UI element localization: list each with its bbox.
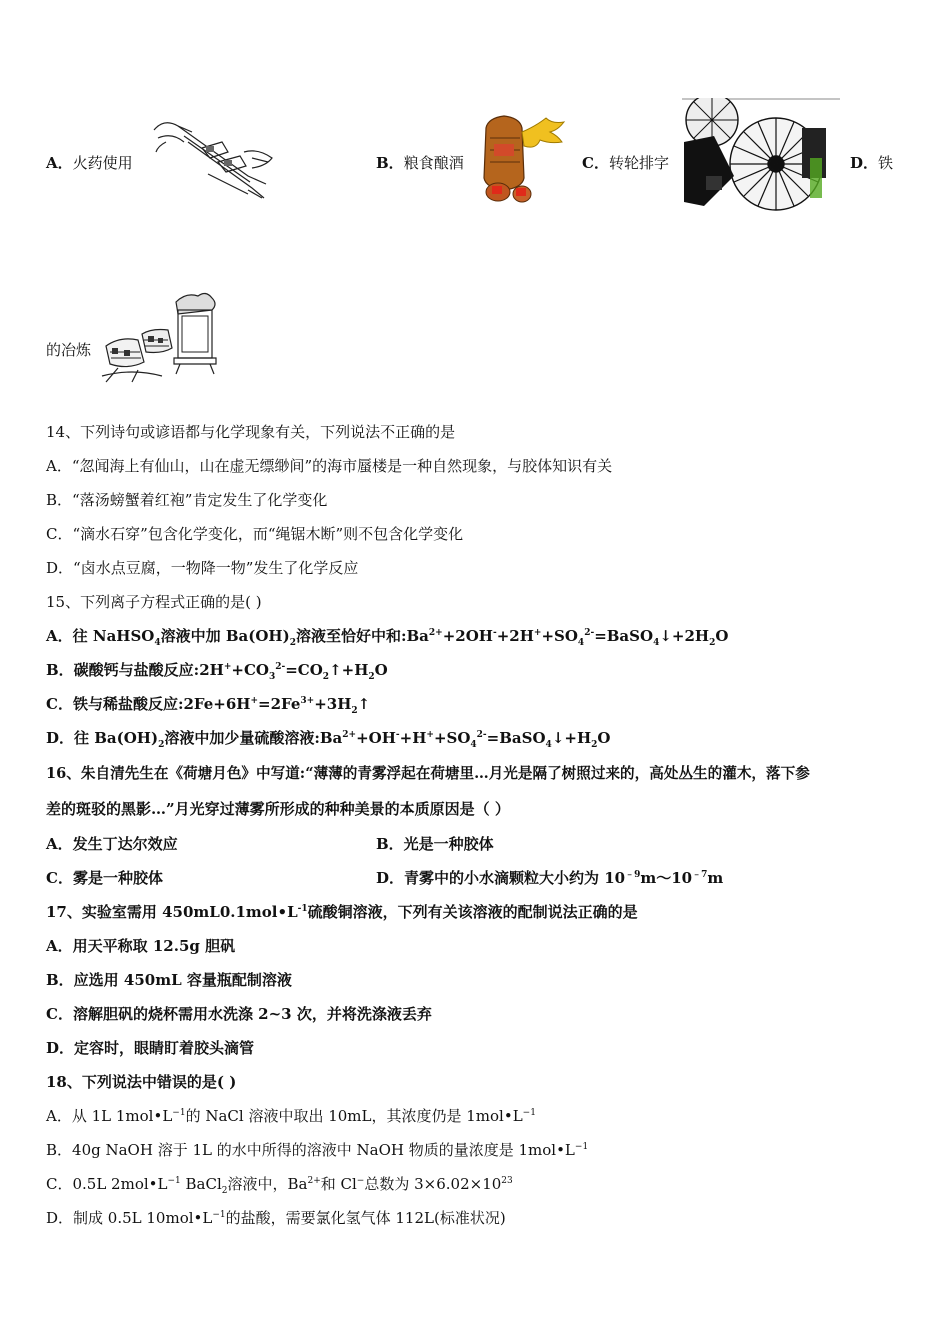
type-wheel-image — [682, 98, 840, 212]
q13-option-d-label: D． — [850, 154, 879, 172]
q18-option-c[interactable] — [46, 1174, 513, 1194]
q13-option-c[interactable] — [582, 152, 669, 173]
q14-option-d[interactable]: D．“卤水点豆腐，一物降一物”发生了化学反应 — [46, 559, 359, 577]
q18-option-b[interactable] — [46, 1140, 588, 1160]
q14-option-a[interactable]: A．“忽闻海上有仙山，山在虚无缥缈间”的海市蜃楼是一种自然现象，与胶体知识有关 — [46, 457, 613, 475]
q15-a-t7: =BaSO — [594, 627, 654, 645]
q18-b-t1: B．40g NaOH 溶于 1L 的水中所得的溶液中 NaOH 物质的量浓度是 1mol•L — [46, 1141, 575, 1159]
q13-option-a[interactable] — [46, 152, 133, 173]
q15-b-p1: + — [223, 662, 232, 672]
q15-a-t5: +2H — [496, 627, 534, 645]
q18-b-e1: −1 — [574, 1142, 589, 1152]
q15-d-s2: 4 — [470, 740, 477, 750]
q15-c-p2: 3+ — [300, 696, 315, 706]
q17-option-d[interactable]: D．定容时，眼睛盯着胶头滴管 — [46, 1039, 255, 1057]
q15-a-t6: +SO — [541, 627, 578, 645]
q15-b-s2: 2 — [322, 672, 330, 682]
q15-d-t2: 溶液中加少量硫酸溶液:Ba — [164, 729, 343, 747]
q15-a-t8: ↓+2H — [659, 627, 710, 645]
q13-option-d-text: 铁 — [878, 154, 894, 172]
q15-d-t3: +OH — [356, 729, 396, 747]
q15-d-t6: =BaSO — [486, 729, 546, 747]
q18-c-t5: 总数为 3×6.02×10 — [364, 1175, 502, 1193]
q18-c-e3: − — [356, 1176, 365, 1186]
q15-a-t4: +2OH — [442, 627, 493, 645]
q15-a-t1: A．往 NaHSO — [46, 627, 155, 645]
q17-stem-t2: 硫酸铜溶液，下列有关该溶液的配制说法正确的是 — [307, 903, 638, 921]
q15-c-t1: C．铁与稀盐酸反应:2Fe+6H — [46, 695, 251, 713]
q15-a-t9: O — [715, 627, 729, 645]
q18-c-e2: 2+ — [307, 1176, 321, 1186]
q16-stem-line1: 16、朱自清先生在《荷塘月色》中写道:“薄薄的青雾浮起在荷塘里…月光是隔了树照过来的，高处丛生的灌木，落下参 — [46, 765, 810, 782]
q15-d-t5: +SO — [433, 729, 471, 747]
q15-d-s3: 4 — [545, 740, 552, 750]
q15-b-s1: 3 — [268, 672, 276, 682]
q15-b-t4: ↑+H — [329, 661, 369, 679]
q14-option-b[interactable]: B．“落汤螃蟹着红袍”肯定发生了化学变化 — [46, 491, 328, 509]
q15-d-t4: +H — [399, 729, 427, 747]
q18-option-d[interactable] — [46, 1208, 506, 1228]
q15-a-s2: 2 — [289, 638, 296, 648]
q18-option-a[interactable] — [46, 1106, 536, 1126]
q15-d-s1: 2 — [158, 740, 165, 750]
q17-stem-t1: 17、实验室需用 450mL0.1mol•L — [46, 903, 298, 921]
q13-option-d-continued: 的冶炼 — [46, 341, 92, 359]
q15-a-s1: 4 — [154, 638, 161, 648]
q15-d-p1: 2+ — [342, 730, 357, 740]
q15-d-p3: + — [426, 730, 434, 740]
q17-stem-e: -1 — [297, 904, 308, 914]
q13-option-a-text: 火药使用 — [72, 154, 133, 172]
q16-stem-line2: 差的斑驳的黑影…”月光穿过薄雾所形成的种种美景的本质原因是（ ） — [46, 800, 510, 818]
q15-a-t2: 溶液中加 Ba(OH) — [160, 627, 290, 645]
q15-c-p1: + — [250, 696, 259, 706]
q15-option-c[interactable] — [46, 694, 370, 714]
q15-c-t4: ↑ — [357, 695, 371, 713]
wine-jars-image — [478, 108, 572, 206]
q16-option-d[interactable] — [376, 868, 723, 888]
q15-option-b[interactable] — [46, 660, 388, 680]
q18-stem: 18、下列说法中错误的是( ) — [46, 1073, 237, 1091]
q14-stem: 14、下列诗句或谚语都与化学现象有关，下列说法不正确的是 — [46, 423, 456, 441]
q15-b-s3: 2 — [368, 672, 375, 682]
q16-d-t3: m — [707, 869, 724, 887]
q18-c-e4: 23 — [501, 1176, 513, 1186]
q13-option-d[interactable] — [850, 152, 893, 173]
q15-a-p2: - — [492, 628, 497, 638]
q16-d-e2: ﹣7 — [692, 870, 708, 880]
q15-option-d[interactable] — [46, 728, 610, 748]
q16-d-e1: ﹣9 — [625, 870, 641, 880]
q15-a-t3: 溶液至恰好中和:Ba — [295, 627, 429, 645]
q16-option-a[interactable]: A．发生丁达尔效应 — [46, 835, 178, 853]
q18-a-e2: −1 — [522, 1108, 536, 1118]
q15-d-s4: 2 — [591, 740, 598, 750]
q17-option-a[interactable]: A．用天平称取 12.5g 胆矾 — [46, 937, 236, 955]
q17-stem — [46, 902, 638, 922]
q13-option-b-label: B． — [376, 154, 404, 172]
q15-a-p1: 2+ — [428, 628, 443, 638]
q16-d-t2: m～10 — [640, 869, 693, 887]
q16-d-t1: D．青雾中的小水滴颗粒大小约为 10 — [376, 869, 626, 887]
q18-c-t4: 和 Cl — [320, 1175, 357, 1193]
q15-c-t3: +3H — [314, 695, 352, 713]
q13-option-b[interactable] — [376, 152, 464, 173]
q16-option-c[interactable]: C．雾是一种胶体 — [46, 869, 163, 887]
q18-a-e1: −1 — [172, 1108, 186, 1118]
q18-d-t1: D．制成 0.5L 10mol•L — [46, 1209, 213, 1227]
q13-option-a-label: A． — [46, 154, 73, 172]
q15-c-s1: 2 — [351, 706, 358, 716]
q15-stem: 15、下列离子方程式正确的是( ) — [46, 593, 262, 611]
q18-c-t1: C．0.5L 2mol•L — [46, 1175, 168, 1193]
q18-c-t3: 溶液中，Ba — [227, 1175, 308, 1193]
q15-b-t5: O — [374, 661, 388, 679]
q13-option-c-label: C． — [582, 154, 609, 172]
q15-d-p4: 2- — [476, 730, 487, 740]
q15-option-a[interactable] — [46, 626, 728, 646]
q15-b-p2: 2- — [275, 662, 286, 672]
q18-c-e1: −1 — [167, 1176, 181, 1186]
q15-a-s4: 4 — [653, 638, 660, 648]
q17-option-b[interactable]: B．应选用 450mL 容量瓶配制溶液 — [46, 971, 292, 989]
q15-c-t2: =2Fe — [258, 695, 301, 713]
q16-option-b[interactable]: B．光是一种胶体 — [376, 835, 494, 853]
q15-d-t7: ↓+H — [551, 729, 592, 747]
q18-d-e1: −1 — [212, 1210, 226, 1220]
q15-d-t1: D．往 Ba(OH) — [46, 729, 159, 747]
q18-a-t2: 的 NaCl 溶液中取出 10mL，其浓度仍是 1mol•L — [185, 1107, 523, 1125]
q18-c-t2: BaCl — [180, 1175, 222, 1193]
q15-b-t1: B．碳酸钙与盐酸反应:2H — [46, 661, 224, 679]
q15-b-t2: +CO — [231, 661, 269, 679]
q13-option-c-text: 转轮排字 — [608, 154, 669, 172]
q15-d-p2: - — [395, 730, 400, 740]
iron-smelting-image — [98, 290, 220, 388]
q13-option-b-text: 粮食酿酒 — [403, 154, 464, 172]
rocket-arrow-image — [148, 112, 284, 204]
q15-a-s5: 2 — [709, 638, 716, 648]
q15-b-t3: =CO — [285, 661, 323, 679]
q17-option-c[interactable]: C．溶解胆矾的烧杯需用水洗涤 2~3 次，并将洗涤液丢弃 — [46, 1005, 432, 1023]
q18-a-t1: A．从 1L 1mol•L — [46, 1107, 173, 1125]
q18-c-s1: 2 — [221, 1186, 228, 1196]
q15-a-s3: 4 — [577, 638, 585, 648]
q18-d-t2: 的盐酸，需要氯化氢气体 112L(标准状况) — [225, 1209, 506, 1227]
q15-a-p4: 2- — [584, 628, 595, 638]
q15-a-p3: + — [533, 628, 542, 638]
q15-d-t8: O — [597, 729, 611, 747]
q14-option-c[interactable]: C．“滴水石穿”包含化学变化，而“绳锯木断”则不包含化学变化 — [46, 525, 464, 543]
